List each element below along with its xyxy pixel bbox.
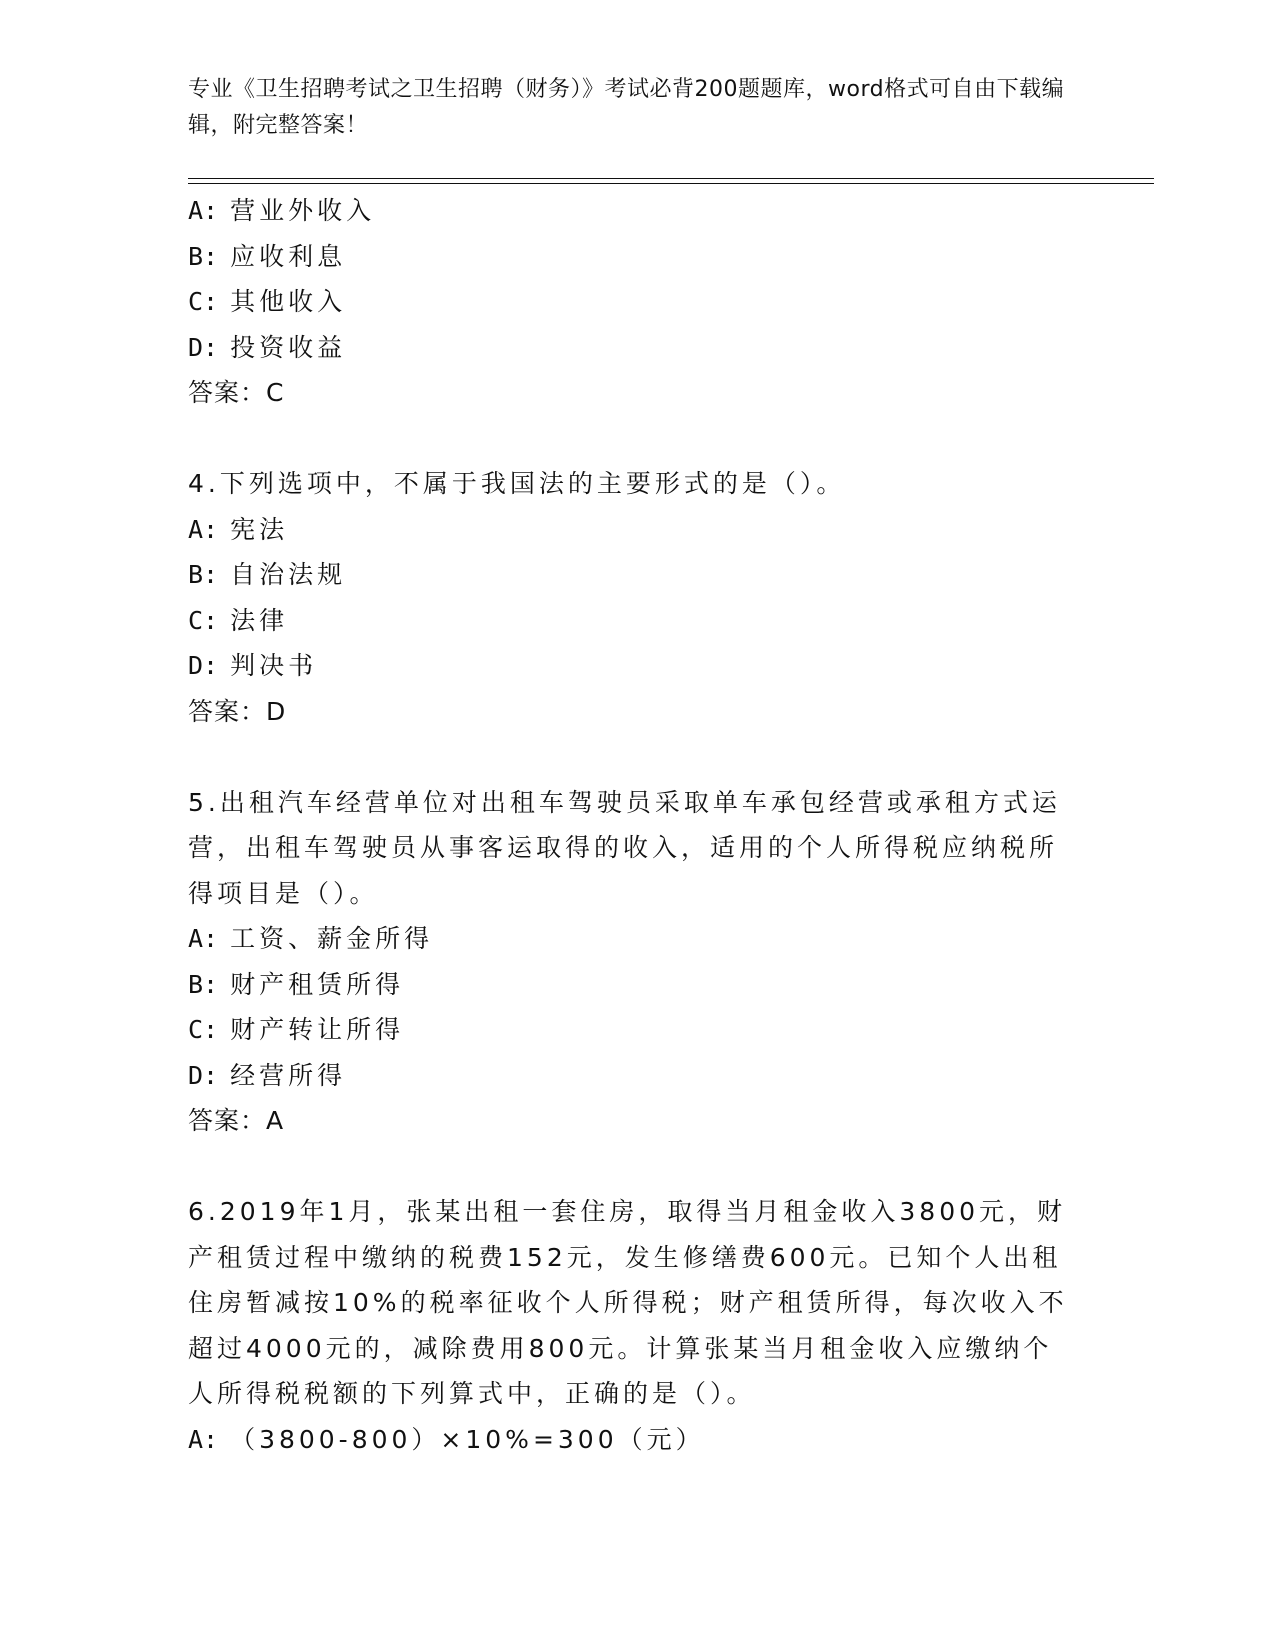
option-d: D: 判决书 xyxy=(188,651,318,680)
option-a: A: （3800-800）×10%=300（元） xyxy=(188,1424,705,1454)
document-header: 专业《卫生招聘考试之卫生招聘（财务）》考试必背200题题库，word格式可自由下载编辑，附完整答案！ xyxy=(188,77,1065,138)
option-a: A: 工资、薪金所得 xyxy=(188,924,434,953)
question-5 xyxy=(188,780,1078,1144)
option-b: B: 自治法规 xyxy=(188,560,347,589)
answer: 答案：D xyxy=(188,696,287,726)
answer: 答案：C xyxy=(188,378,285,407)
header-rule-bottom xyxy=(188,183,1154,184)
option-a: A: 宪法 xyxy=(188,514,289,544)
option-b: B: 应收利息 xyxy=(188,241,347,271)
question-stem: 6.2019年1月，张某出租一套住房，取得当月租金收入3800元，财产租赁过程中缴纳的税费152元，发生修缮费600元。已知个人出租住房暂减按10%的税率征收个人所得税；财产租赁所得，每次收入不超过4000元的，减除费用800元。计算张某当月租金收入应缴纳个人所得税税额的下列算式中，正确的是（）。 xyxy=(188,1197,1068,1408)
question-6 xyxy=(188,1189,1078,1462)
option-a: A: 营业外收入 xyxy=(188,196,376,225)
option-d: D: 投资收益 xyxy=(188,332,347,362)
question-list xyxy=(188,188,1078,1462)
question-stem: 4.下列选项中，不属于我国法的主要形式的是（）。 xyxy=(188,469,846,498)
question-4 xyxy=(188,461,1078,734)
option-d: D: 经营所得 xyxy=(188,1060,347,1090)
option-c: C: 其他收入 xyxy=(188,287,347,316)
question-stem: 5.出租汽车经营单位对出租车驾驶员采取单车承包经营或承租方式运营，出租车驾驶员从事客运取得的收入，适用的个人所得税应纳税所得项目是（）。 xyxy=(188,787,1061,908)
option-c: C: 法律 xyxy=(188,605,289,635)
option-b: B: 财产租赁所得 xyxy=(188,969,405,999)
answer: 答案：A xyxy=(188,1106,285,1135)
header-rule-top xyxy=(188,178,1154,179)
question-3 xyxy=(188,188,1078,416)
option-c: C: 财产转让所得 xyxy=(188,1015,405,1044)
